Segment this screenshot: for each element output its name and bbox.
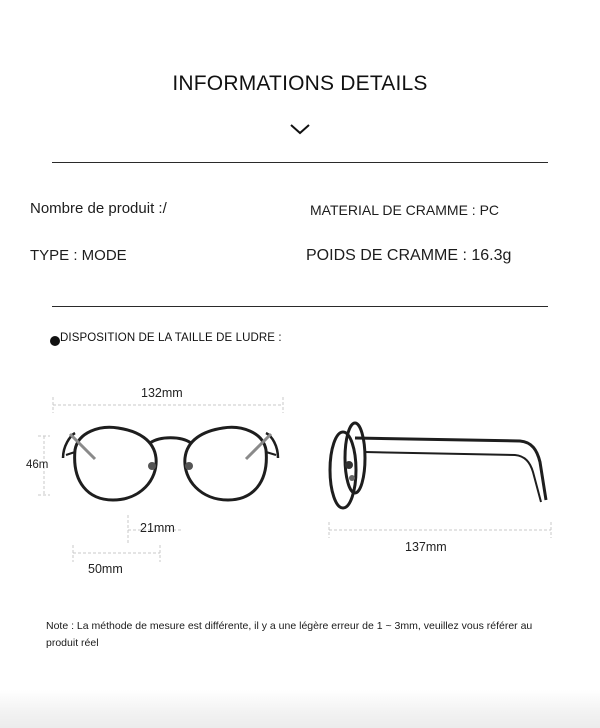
- spec-product-name: Nombre de produit :/: [30, 200, 167, 217]
- spec-weight: POIDS DE CRAMME : 16.3g: [306, 247, 512, 264]
- footer-band: [0, 690, 600, 728]
- measurement-note: Note : La méthode de mesure est différente, il y a une légère erreur de 1 ~ 3mm, veuillez vous référer au produit réel: [46, 620, 533, 649]
- dimension-lens-width: 50mm: [88, 562, 123, 576]
- dimension-temple-length: 137mm: [405, 540, 447, 554]
- page-title: INFORMATIONS DETAILS: [172, 72, 428, 95]
- dimension-frame-width: 132mm: [141, 386, 183, 400]
- spec-material: MATERIAL DE CRAMME : PC: [310, 202, 500, 218]
- dimension-lens-height: 46m: [26, 459, 49, 471]
- spec-type: TYPE : MODE: [30, 247, 127, 264]
- dimension-bridge-width: 21mm: [140, 521, 175, 535]
- section-label: DISPOSITION DE LA TAILLE DE LUDRE :: [60, 332, 282, 344]
